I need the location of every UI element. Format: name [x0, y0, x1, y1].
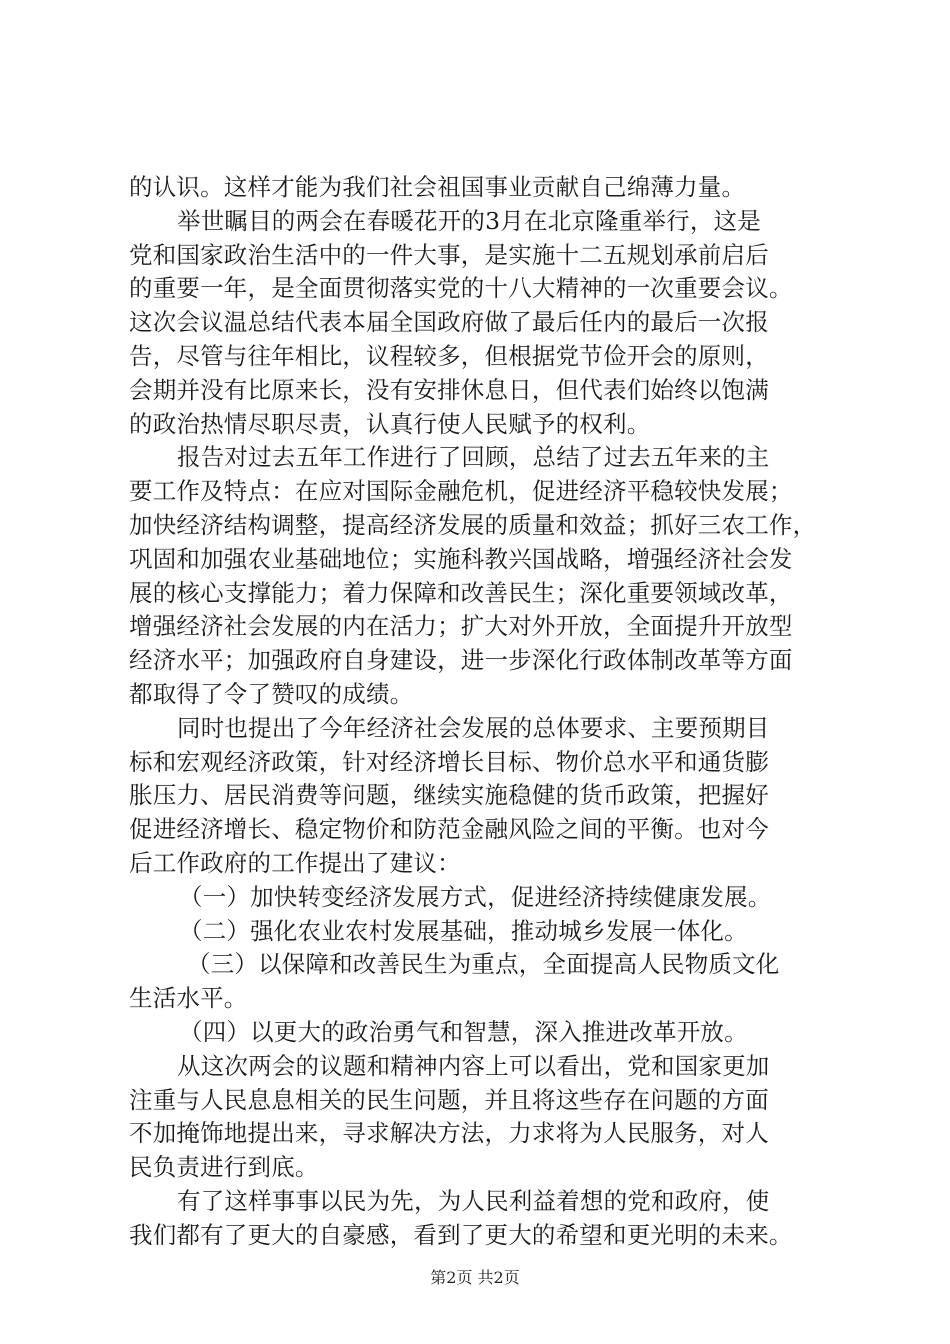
- text-line: 注重与人民息息相关的民生问题，并且将这些存在问题的方面: [129, 1085, 769, 1114]
- text-line: 不加掩饰地提出来，寻求解决方法，力求将为人民服务，对人: [129, 1119, 769, 1148]
- text-line: 有了这样事事以民为先，为人民利益着想的党和政府，使: [177, 1186, 770, 1215]
- text-line: 都取得了令了赞叹的成绩。: [129, 679, 414, 708]
- text-line: 后工作政府的工作提出了建议：: [129, 848, 461, 877]
- text-line: 巩固和加强农业基础地位；实施科教兴国战略，增强经济社会发: [129, 544, 793, 573]
- text-line: 告，尽管与往年相比，议程较多，但根据党节俭开会的原则，: [129, 341, 769, 370]
- text-line: 生活水平。: [129, 984, 248, 1013]
- text-line: 的重要一年，是全面贯彻落实党的十八大精神的一次重要会议。: [129, 274, 793, 303]
- page-number: 第2页 共2页: [430, 1268, 520, 1287]
- text-line: 报告对过去五年工作进行了回顾，总结了过去五年来的主: [177, 443, 770, 472]
- text-line: 民负责进行到底。: [129, 1153, 319, 1182]
- text-line: 从这次两会的议题和精神内容上可以看出，党和国家更加: [177, 1051, 770, 1080]
- text-line: 我们都有了更大的自豪感，看到了更大的希望和更光明的未来。: [129, 1220, 793, 1249]
- text-line: 的认识。这样才能为我们社会祖国事业贡献自己绵薄力量。: [129, 173, 746, 201]
- list-item: （三）以保障和改善民生为重点，全面提高人民物质文化: [187, 950, 780, 979]
- text-line: 促进经济增长、稳定物价和防范金融风险之间的平衡。也对今: [129, 815, 769, 844]
- text-line: 党和国家政治生活中的一件大事，是实施十二五规划承前启后: [129, 240, 769, 269]
- text-line: 标和宏观经济政策，针对经济增长目标、物价总水平和通货膨: [129, 747, 769, 776]
- document-body: [129, 171, 829, 1253]
- list-item: （二）强化农业农村发展基础，推动城乡发展一体化。: [179, 916, 748, 945]
- text-line: 胀压力、居民消费等问题，继续实施稳健的货币政策，把握好: [129, 781, 769, 810]
- text-line: 的政治热情尽职尽责，认真行使人民赋予的权利。: [129, 409, 651, 438]
- list-item: （一）加快转变经济发展方式，促进经济持续健康发展。: [179, 882, 772, 911]
- text-line: 展的核心支撑能力；着力保障和改善民生；深化重要领域改革，: [129, 578, 793, 607]
- text-line: 增强经济社会发展的内在活力；扩大对外开放，全面提升开放型: [129, 612, 793, 641]
- text-line: 同时也提出了今年经济社会发展的总体要求、主要预期目: [177, 713, 770, 742]
- text-line: 加快经济结构调整，提高经济发展的质量和效益；抓好三农工作，: [129, 510, 817, 539]
- text-line: 经济水平；加强政府自身建设，进一步深化行政体制改革等方面: [129, 646, 793, 675]
- list-item: （四）以更大的政治勇气和智慧，深入推进改革开放。: [179, 1017, 748, 1046]
- text-line: 要工作及特点：在应对国际金融危机，促进经济平稳较快发展；: [129, 477, 793, 506]
- text-line: 这次会议温总结代表本届全国政府做了最后任内的最后一次报: [129, 308, 769, 337]
- text-line: 举世瞩目的两会在春暖花开的3月在北京隆重举行，这是: [177, 206, 761, 235]
- text-line: 会期并没有比原来长，没有安排休息日，但代表们始终以饱满: [129, 375, 769, 404]
